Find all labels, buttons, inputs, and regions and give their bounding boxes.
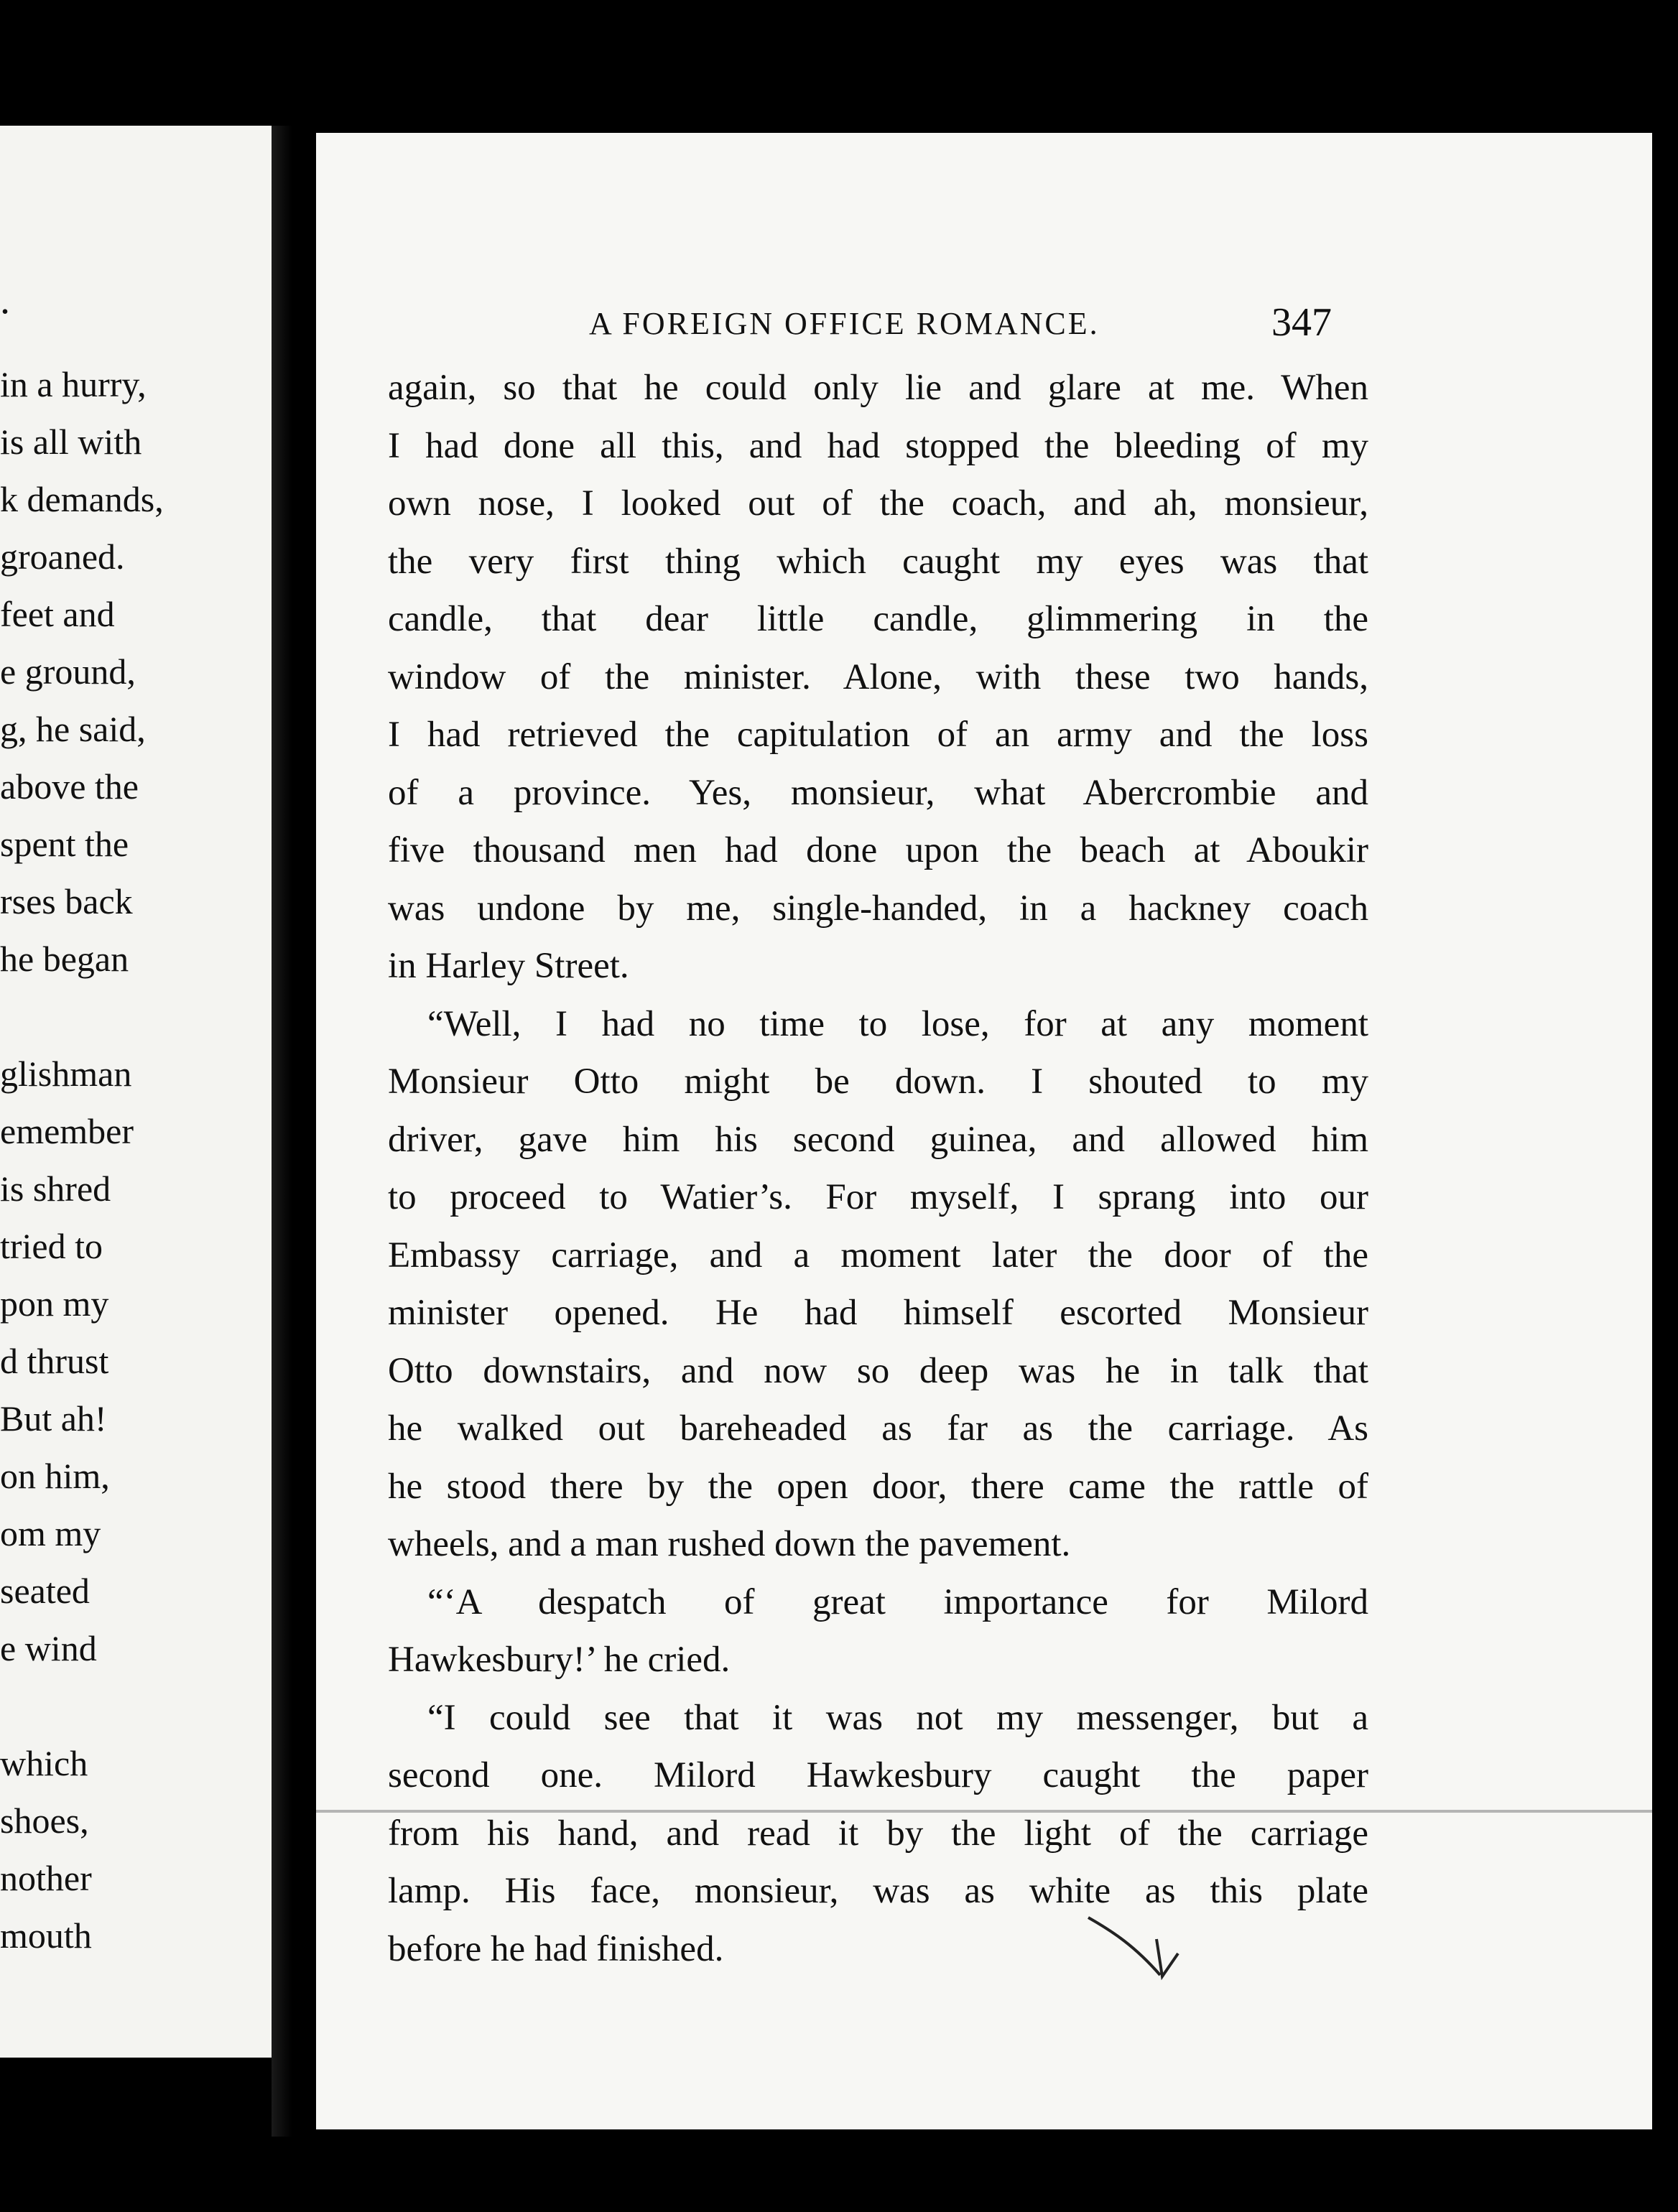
previous-page-line: on him, xyxy=(0,1456,110,1496)
previous-page-line: pon my xyxy=(0,1283,109,1324)
previous-page-line: emember xyxy=(0,1111,134,1151)
previous-page-line: he began xyxy=(0,939,129,979)
text-line: I had done all this, and had stopped the bleeding of my xyxy=(388,425,1368,466)
previous-page-line: groaned. xyxy=(0,536,125,577)
text-line: of a province. Yes, monsieur, what Abercrombie and xyxy=(388,772,1368,813)
text-line: candle, that dear little candle, glimmering in the xyxy=(388,599,1368,639)
previous-page-line: e ground, xyxy=(0,651,136,692)
text-line: lamp. His face, monsieur, was as white as this plate xyxy=(388,1871,1368,1911)
page-body xyxy=(388,359,1368,1978)
previous-page-line: e wind xyxy=(0,1628,97,1668)
previous-page-line: d thrust xyxy=(0,1341,109,1381)
previous-page-line: in a hurry, xyxy=(0,364,147,404)
text-line: minister opened. He had himself escorted Monsieur xyxy=(388,1293,1368,1333)
text-line: to proceed to Watier’s. For myself, I sprang into our xyxy=(388,1177,1368,1217)
pencil-arrow-mark xyxy=(1085,1910,1185,1989)
previous-page-line: which xyxy=(0,1743,88,1783)
text-line: five thousand men had done upon the beach at Aboukir xyxy=(388,830,1368,870)
text-line: he walked out bareheaded as far as the carriage. As xyxy=(388,1408,1368,1449)
text-line: Hawkesbury!’ he cried. xyxy=(388,1640,731,1680)
text-line: he stood there by the open door, there came the rattle of xyxy=(388,1466,1368,1507)
previous-page-line: above the xyxy=(0,766,139,807)
scan-line-artifact xyxy=(316,1810,1652,1813)
text-line: before he had finished. xyxy=(388,1928,724,1969)
previous-page-line: g, he said, xyxy=(0,709,146,749)
previous-page-line: seated xyxy=(0,1571,90,1611)
text-line: “I could see that it was not my messenger, but a xyxy=(427,1697,1368,1738)
book-page xyxy=(316,133,1652,2129)
text-line: again, so that he could only lie and glare at me. When xyxy=(388,368,1368,408)
previous-page-line: is all with xyxy=(0,422,142,462)
text-line: own nose, I looked out of the coach, and ah, monsieur, xyxy=(388,483,1368,524)
previous-page-line: glishman xyxy=(0,1054,132,1094)
text-line: “Well, I had no time to lose, for at any moment xyxy=(427,1003,1368,1044)
text-line: wheels, and a man rushed down the pavement. xyxy=(388,1524,1071,1564)
previous-page-line: k demands, xyxy=(0,479,164,519)
previous-page-line: om my xyxy=(0,1513,101,1553)
text-line: Otto downstairs, and now so deep was he in talk that xyxy=(388,1350,1368,1391)
running-title: A FOREIGN OFFICE ROMANCE. xyxy=(589,306,1100,341)
text-line: Monsieur Otto might be down. I shouted to my xyxy=(388,1061,1368,1102)
previous-page-mark: . xyxy=(0,278,10,322)
previous-page-line: mouth xyxy=(0,1915,92,1956)
text-line: in Harley Street. xyxy=(388,946,629,986)
text-line: was undone by me, single-handed, in a hackney coach xyxy=(388,888,1368,929)
previous-page-line: is shred xyxy=(0,1168,111,1209)
text-line: second one. Milord Hawkesbury caught the paper xyxy=(388,1755,1368,1795)
text-line: driver, gave him his second guinea, and allowed him xyxy=(388,1119,1368,1160)
previous-page-line: shoes, xyxy=(0,1800,89,1841)
text-line: from his hand, and read it by the light of the carriage xyxy=(388,1813,1368,1854)
previous-page-line: spent the xyxy=(0,824,129,864)
text-line: window of the minister. Alone, with these two hands, xyxy=(388,656,1368,697)
text-line: “‘A despatch of great importance for Milord xyxy=(427,1581,1368,1622)
text-line: Embassy carriage, and a moment later the door of the xyxy=(388,1235,1368,1275)
text-line: I had retrieved the capitulation of an army and the loss xyxy=(388,715,1368,755)
previous-page-line: feet and xyxy=(0,594,115,634)
text-line: the very first thing which caught my eyes was that xyxy=(388,541,1368,582)
previous-page-fragment xyxy=(0,126,309,2058)
previous-page-line: rses back xyxy=(0,881,133,921)
previous-page-line: nother xyxy=(0,1858,92,1898)
previous-page-line: But ah! xyxy=(0,1398,107,1439)
page-number: 347 xyxy=(1271,300,1332,345)
previous-page-line: tried to xyxy=(0,1226,103,1266)
